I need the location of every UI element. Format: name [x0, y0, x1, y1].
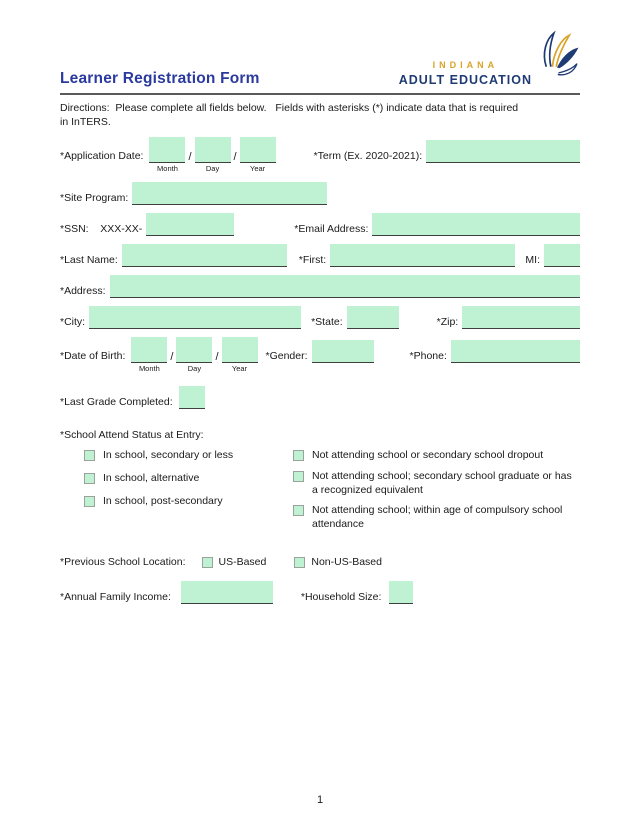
non-us-based-checkbox[interactable] [294, 557, 305, 568]
application-date-day-input[interactable] [195, 137, 231, 163]
previous-school-location-label: *Previous School Location: [60, 555, 186, 568]
page-number: 1 [316, 794, 324, 806]
school-attend-right-column [293, 449, 580, 531]
school-attend-option [84, 495, 293, 509]
checkbox[interactable] [84, 496, 95, 507]
state-label: *State: [311, 316, 343, 329]
last-grade-label: *Last Grade Completed: [60, 396, 173, 409]
phone-input[interactable] [451, 340, 580, 363]
non-us-based-label: Non-US-Based [311, 555, 382, 568]
term-label: *Term (Ex. 2020-2021): [313, 150, 423, 163]
checkbox[interactable] [293, 471, 304, 482]
form-header [60, 30, 580, 88]
mi-label: MI: [525, 254, 540, 267]
checkbox-label: In school, post-secondary [103, 494, 223, 507]
year-caption: Year [231, 364, 248, 374]
month-caption: Month [157, 164, 178, 174]
state-input[interactable] [347, 306, 399, 329]
checkbox[interactable] [293, 505, 304, 516]
school-attend-status-label: *School Attend Status at Entry: [60, 429, 204, 442]
butterfly-logo-icon [534, 30, 580, 82]
city-label: *City: [60, 316, 86, 329]
school-attend-option [293, 449, 580, 463]
school-attend-left-column [84, 449, 293, 531]
email-input[interactable] [372, 213, 580, 236]
income-household-row [60, 581, 580, 604]
school-attend-option [84, 472, 293, 486]
first-name-input[interactable] [330, 244, 515, 267]
date-separator: / [215, 351, 219, 364]
checkbox[interactable] [84, 473, 95, 484]
annual-income-label: *Annual Family Income: [60, 590, 171, 603]
checkbox-label: Not attending school; secondary school graduate or has a recognized equivalent [312, 469, 572, 496]
checkbox[interactable] [293, 450, 304, 461]
directions-text: Directions: Please complete all fields below. Fields with asterisks (*) indicate data that is required in InTERS. [60, 102, 519, 129]
last-name-label: *Last Name: [60, 254, 118, 267]
checkbox-label: Not attending school or secondary school dropout [312, 449, 544, 462]
dob-month-unit [131, 337, 167, 374]
last-grade-input[interactable] [179, 386, 205, 409]
date-separator: / [170, 351, 174, 364]
address-row [60, 275, 580, 298]
dob-gender-phone-row [60, 337, 580, 374]
checkbox-label: Not attending school; within age of compulsory school attendance [312, 504, 563, 530]
gender-input[interactable] [312, 340, 374, 363]
city-input[interactable] [89, 306, 301, 329]
indiana-adult-education-logo [399, 30, 580, 88]
dob-day-input[interactable] [176, 337, 212, 363]
application-date-year-input[interactable] [240, 137, 276, 163]
application-date-group [149, 137, 275, 174]
dob-day-unit [176, 337, 212, 374]
month-caption: Month [138, 364, 160, 374]
year-caption: Year [250, 164, 266, 174]
ssn-input[interactable] [146, 213, 234, 236]
day-caption: Day [187, 364, 202, 374]
logo-text [399, 60, 532, 88]
ssn-email-row [60, 213, 580, 236]
email-label: *Email Address: [294, 223, 369, 236]
zip-input[interactable] [462, 306, 580, 329]
site-program-input[interactable] [132, 182, 327, 205]
dob-month-input[interactable] [131, 337, 167, 363]
school-attend-option [293, 470, 580, 497]
school-attend-options [60, 449, 580, 531]
date-separator: / [233, 151, 237, 164]
application-date-label: *Application Date: [60, 150, 144, 163]
last-grade-row [60, 386, 580, 409]
application-date-year-unit [240, 137, 276, 174]
gender-label: *Gender: [265, 350, 308, 363]
day-caption: Day [205, 164, 220, 174]
application-date-row [60, 137, 580, 174]
us-based-checkbox[interactable] [202, 557, 213, 568]
ssn-label: *SSN: XXX-XX- [60, 223, 143, 236]
phone-label: *Phone: [409, 350, 447, 363]
mi-input[interactable] [544, 244, 580, 267]
address-input[interactable] [110, 275, 580, 298]
school-attend-option [293, 504, 580, 531]
household-size-input[interactable] [389, 581, 413, 604]
application-date-month-unit [149, 137, 185, 174]
dob-label: *Date of Birth: [60, 350, 126, 363]
application-date-day-unit [195, 137, 231, 174]
page-title: Learner Registration Form [60, 70, 260, 87]
name-row [60, 244, 580, 267]
school-attend-option [84, 449, 293, 463]
checkbox-label: In school, secondary or less [103, 449, 234, 462]
address-label: *Address: [60, 285, 106, 298]
zip-label: *Zip: [436, 316, 459, 329]
checkbox-label: In school, alternative [103, 471, 200, 484]
city-state-zip-row [60, 306, 580, 329]
checkbox[interactable] [84, 450, 95, 461]
logo-adult-education-text: ADULT EDUCATION [398, 72, 532, 87]
us-based-label: US-Based [218, 555, 267, 568]
dob-year-input[interactable] [222, 337, 258, 363]
site-program-label: *Site Program: [60, 192, 129, 205]
last-name-input[interactable] [122, 244, 287, 267]
household-size-label: *Household Size: [300, 590, 382, 603]
logo-indiana-text: INDIANA [432, 60, 499, 71]
dob-group [131, 337, 257, 374]
application-date-month-input[interactable] [149, 137, 185, 163]
annual-income-input[interactable] [181, 581, 273, 604]
site-program-row [60, 182, 580, 205]
first-name-label: *First: [298, 254, 327, 267]
term-input[interactable] [426, 140, 580, 163]
dob-year-unit [222, 337, 258, 374]
date-separator: / [188, 151, 192, 164]
header-divider [60, 93, 580, 95]
previous-school-location-row [60, 556, 580, 569]
